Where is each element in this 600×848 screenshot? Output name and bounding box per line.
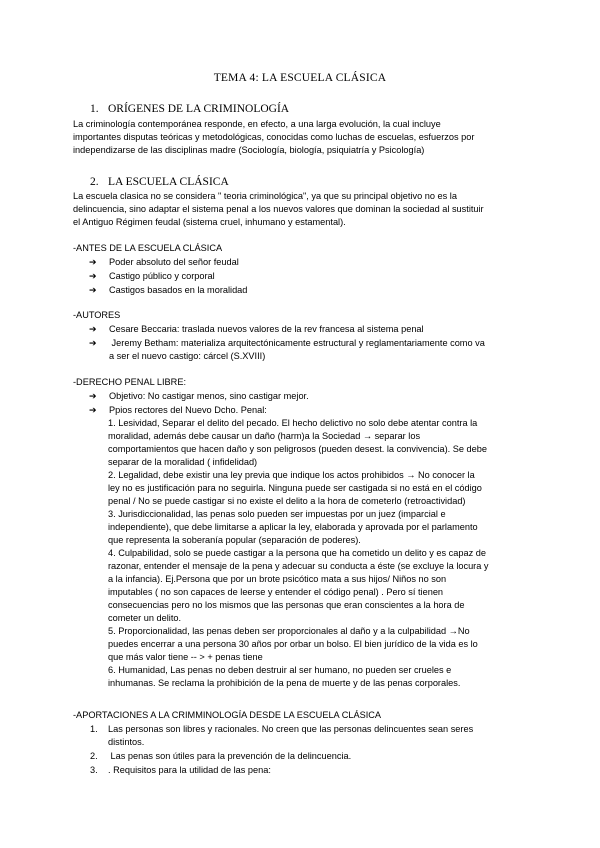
paragraph-line: cometer un delito. — [108, 613, 182, 623]
antes-heading: -ANTES DE LA ESCUELA CLÁSICA — [73, 243, 223, 253]
paragraph-line: razonar, entender el mensaje de la pena y adecuar su conducta a éste (se excluye la locura y — [108, 561, 489, 571]
section-1-title: ORÍGENES DE LA CRIMINOLOGÍA — [108, 103, 290, 115]
page-title: TEMA 4: LA ESCUELA CLÁSICA — [213, 72, 387, 84]
paragraph-line: que representa la soberanía popular (separación de poderes). — [108, 535, 361, 545]
list-number: 2. — [90, 751, 98, 761]
arrow-right-icon: ➔ — [89, 286, 97, 296]
section-1-number: 1. — [90, 103, 99, 115]
arrow-right-icon: ➔ — [89, 325, 97, 335]
paragraph-line: el Antiguo Régimen feudal (sistema cruel, inhumano y estamental). — [73, 217, 346, 227]
paragraph-line: moralidad, además debe causar un daño (harm)a la Sociedad → separar los — [108, 431, 421, 441]
paragraph-line: que más valor tiene -- > + penas tiene — [108, 652, 263, 662]
section-2-number: 2. — [90, 176, 99, 188]
list-item-text: Las personas son libres y racionales. No creen que las personas delincuentes sean seres — [108, 724, 474, 734]
principles-paragraph — [108, 417, 489, 690]
paragraph-line: independizarse de las disciplinas madre (Sociología, biología, psiquiatría y Psicología) — [73, 145, 425, 155]
list-item — [89, 390, 309, 404]
list-item — [89, 256, 239, 270]
aportaciones-heading: -APORTACIONES A LA CRIMMINOLOGÍA DESDE LA ESCUELA CLÁSICA — [73, 710, 382, 720]
section-2-heading — [90, 176, 229, 188]
list-item-text: Castigo público y corporal — [109, 271, 215, 281]
paragraph-line: 2. Legalidad, debe existir una ley previa que indique los actos prohibidos → No conocer la — [108, 470, 475, 480]
autores-heading: -AUTORES — [73, 310, 121, 320]
list-item — [89, 337, 485, 351]
paragraph-line: importantes disputas teóricas y metodológicas, conocidas como luchas de escuelas, esfuerzos por — [73, 132, 475, 142]
paragraph-line: consecuencias pero no los mismos que las personas que eran conscientes a la hora de — [108, 600, 465, 610]
list-item-text: Ppios rectores del Nuevo Dcho. Penal: — [109, 405, 267, 415]
section-1-heading — [90, 103, 289, 115]
list-item — [89, 270, 215, 284]
paragraph-line: inhumanas. Se reclama la prohibición de la pena de muerte y de las penas corporales. — [108, 678, 461, 688]
arrow-right-icon: ➔ — [89, 272, 97, 282]
list-item — [89, 284, 247, 298]
paragraph-line: 5. Proporcionalidad, las penas deben ser proporcionales al daño y a la culpabilidad →No — [108, 626, 470, 636]
arrow-right-icon: ➔ — [89, 258, 97, 268]
paragraph-line: 3. Jurisdiccionalidad, las penas solo pueden ser impuestas por un juez (imparcial e — [108, 509, 446, 519]
paragraph-line: 4. Culpabilidad, solo se puede castigar a la persona que ha cometido un delito y es capaz de — [108, 548, 486, 558]
list-number: 1. — [90, 724, 98, 734]
ordered-list-item — [90, 723, 473, 736]
derecho-heading: -DERECHO PENAL LIBRE: — [73, 377, 186, 387]
arrow-right-icon: ➔ — [89, 392, 97, 402]
section-1-paragraph — [73, 118, 474, 157]
paragraph-line: separar de la moralidad ( infidelidad) — [108, 457, 258, 467]
paragraph-line: comportamientos que hacen daño y son peligrosos (pueden desest. la convivencia). Se debe — [108, 444, 487, 454]
list-item-continuation: distintos. — [108, 737, 145, 747]
paragraph-line: a la infancia). Ej.Persona que por un brote psicótico mata a sus hijos/ Niños no son — [108, 574, 447, 584]
list-item-continuation: a ser el nuevo castigo: cárcel (S.XVIII) — [109, 351, 266, 361]
paragraph-line: La escuela clasica no se considera " teoria criminológica", ya que su principal objetivo no es la — [73, 191, 457, 201]
paragraph-line: independiente), que debe limitarse a aplicar la ley, elaborada y aprovada por el parlamento — [108, 522, 478, 532]
section-2-paragraph — [73, 190, 484, 229]
list-item — [89, 404, 267, 418]
list-item-text: Poder absoluto del señor feudal — [109, 257, 239, 267]
list-item-text: . Requisitos para la utilidad de las pena: — [108, 765, 271, 775]
ordered-list-item — [90, 750, 351, 763]
list-item — [89, 323, 424, 337]
paragraph-line: penal / No se puede castigar si no existe el delito a la hora de cometerlo (retroactividad) — [108, 496, 466, 506]
ordered-list-item — [90, 764, 271, 777]
list-item-text: Cesare Beccaria: traslada nuevos valores de la rev francesa al sistema penal — [109, 324, 424, 334]
list-item-text: Jeremy Betham: materializa arquitectónicamente estructural y reglamentariamente como va — [109, 338, 485, 348]
list-item-text: Castigos basados en la moralidad — [109, 285, 248, 295]
list-item-text: Las penas son útiles para la prevención de la delincuencia. — [108, 751, 352, 761]
arrow-right-icon: ➔ — [89, 339, 97, 349]
list-number: 3. — [90, 765, 98, 775]
list-item-text: Objetivo: No castigar menos, sino castigar mejor. — [109, 391, 309, 401]
paragraph-line: La criminología contemporánea responde, en efecto, a una larga evolución, la cual incluye — [73, 119, 441, 129]
section-2-title: LA ESCUELA CLÁSICA — [108, 176, 229, 188]
paragraph-line: 1. Lesividad, Separar el delito del pecado. El hecho delictivo no solo debe atentar contra la — [108, 418, 478, 428]
paragraph-line: 6. Humanidad, Las penas no deben destruir al ser humano, no pueden ser crueles e — [108, 665, 452, 675]
paragraph-line: delincuencia, sino adaptar el sistema penal a los nuevos valores que dominan la sociedad al sustituir — [73, 204, 484, 214]
paragraph-line: imputables ( no son capaces de leerse y entender el código penal) . Pero sí tienen — [108, 587, 444, 597]
paragraph-line: ley no es justificación para no seguirla. Ninguna puede ser castigada si no está en el código — [108, 483, 482, 493]
paragraph-line: puedes encerrar a una persona 30 años por orbar un bolso. El bien jurídico de la vida es lo — [108, 639, 478, 649]
arrow-right-icon: ➔ — [89, 406, 97, 416]
